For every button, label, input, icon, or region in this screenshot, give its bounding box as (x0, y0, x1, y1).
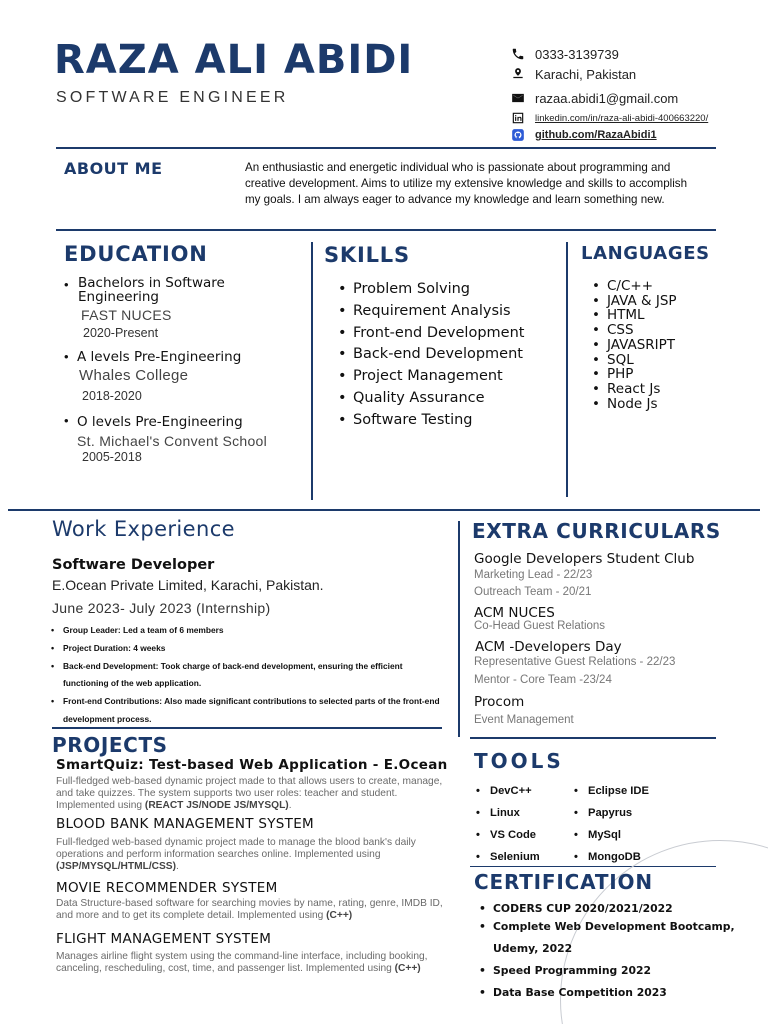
list-item: • Speed Programming 2022 (477, 960, 747, 982)
location-pin-icon (510, 66, 526, 82)
list-item: • Back-end Development (336, 344, 524, 366)
work-heading: Work Experience (52, 517, 235, 541)
project-description (56, 837, 456, 872)
list-item: • Quality Assurance (336, 388, 524, 410)
extra-title: Google Developers Student Club (474, 551, 695, 567)
project-desc-end: . (176, 860, 179, 872)
bullet: • (64, 277, 69, 292)
tool-item (574, 785, 649, 797)
project-desc-text: Manages airline flight system using the command-line interface, including booking, canceling, rescheduling, cost, time, and passenger list. Implemented using (56, 951, 428, 974)
extra-line: Marketing Lead - 22/23 (474, 569, 593, 581)
list-item: • CODERS CUP 2020/2021/2022 (477, 901, 747, 917)
linkedin-icon (510, 110, 526, 126)
project-tech: (C++) (394, 962, 421, 974)
divider (56, 229, 716, 231)
list-item: • Project Duration: 4 weeks (50, 640, 440, 658)
job-company: E.Ocean Private Limited, Karachi, Pakistan. (52, 577, 324, 593)
project-description (56, 898, 456, 922)
divider (52, 727, 442, 729)
linkedin-link[interactable]: linkedin.com/in/raza-ali-abidi-400663220/ (535, 112, 709, 124)
extra-title: Procom (474, 694, 525, 710)
extra-line: Co-Head Guest Relations (474, 620, 606, 632)
list-item: • React Js (590, 382, 677, 397)
tool-item (476, 807, 520, 819)
list-item: • SQL (590, 353, 677, 368)
education-institution: FAST NUCES (81, 307, 172, 323)
bullet: • (574, 785, 578, 797)
column-divider (458, 521, 460, 737)
extra-line: Mentor - Core Team -23/24 (474, 674, 612, 686)
extra-line: Outreach Team - 20/21 (474, 586, 592, 598)
tool-label: DevC++ (490, 785, 532, 797)
bullet: • (476, 851, 480, 863)
tool-label: Linux (490, 807, 520, 819)
list-item: • Project Management (336, 366, 524, 388)
education-title: O levels Pre-Engineering (77, 414, 243, 430)
certification-heading: CERTIFICATION (474, 870, 653, 894)
extra-title: ACM NUCES (474, 605, 555, 621)
phone-text: 0333-3139739 (535, 46, 619, 62)
certification-list (477, 901, 747, 1004)
list-item: • Problem Solving (336, 279, 524, 301)
project-description (56, 776, 456, 811)
list-item: • JAVASRIPT (590, 338, 677, 353)
email-icon (510, 90, 526, 106)
tool-item (476, 829, 536, 841)
tool-label: VS Code (490, 829, 537, 841)
github-icon (510, 127, 526, 143)
tool-item (574, 851, 641, 863)
project-desc-text: Data Structure-based software for searching movies by name, rating, genre, IMDB ID, and more and to get its complete detail. Implemented using (56, 898, 443, 921)
tool-item (476, 851, 540, 863)
bullet: • (476, 829, 480, 841)
contact-location (510, 66, 636, 82)
languages-list (590, 279, 677, 411)
contact-linkedin[interactable] (510, 110, 708, 126)
extra-heading: EXTRA CURRICULARS (472, 519, 721, 543)
bullet: • (64, 413, 69, 428)
project-desc-end: . (288, 799, 292, 811)
project-description (56, 951, 456, 975)
languages-heading: LANGUAGES (581, 243, 710, 264)
list-item: • PHP (590, 367, 677, 382)
project-tech: (JSP/MYSQL/HTML/CSS) (56, 860, 176, 872)
job-dates: June 2023- July 2023 (Internship) (52, 600, 271, 616)
contact-email[interactable] (510, 90, 678, 106)
about-heading: ABOUT ME (64, 159, 163, 178)
list-item: • Front-end Development (336, 323, 524, 345)
list-item: • C/C++ (590, 279, 677, 294)
extra-title: ACM -Developers Day (475, 639, 622, 655)
list-item: • Group Leader: Led a team of 6 members (50, 622, 440, 640)
divider (470, 737, 716, 739)
list-item: • Data Base Competition 2023 (477, 982, 747, 1004)
education-title: A levels Pre-Engineering (77, 349, 242, 365)
bullet: • (476, 785, 480, 797)
bullet: • (574, 829, 578, 841)
education-institution: Whales College (79, 367, 189, 384)
education-item (64, 276, 294, 340)
contact-phone (510, 46, 619, 62)
phone-icon (510, 46, 526, 62)
list-item: • CSS (590, 323, 677, 338)
project-desc-text: Full-fledged web-based dynamic project made to that allows users to create, manage, and take quizzes. The system supports two user roles: teacher and student. Implemented using (56, 776, 443, 811)
project-title: FLIGHT MANAGEMENT SYSTEM (56, 931, 272, 947)
list-item: • Front-end Contributions: Also made significant contributions to selected parts of the front-end development process. (50, 693, 440, 729)
list-item: • Complete Web Development Bootcamp, Udemy, 2022 (477, 916, 747, 960)
list-item: • Back-end Development: Took charge of back-end development, ensuring the efficient functioning of the web application. (50, 658, 440, 694)
about-text: An enthusiastic and energetic individual who is passionate about programming and creative development. Aims to utilize my extensive knowledge and skills to accomplish my goals. I am always eager to advance my knowledge and learn something new. (245, 161, 688, 207)
education-item (64, 414, 267, 464)
bullet: • (574, 807, 578, 819)
list-item: • HTML (590, 308, 677, 323)
project-title: MOVIE RECOMMENDER SYSTEM (56, 880, 278, 896)
divider (56, 147, 716, 149)
column-divider (311, 242, 313, 500)
education-date: 2018-2020 (82, 389, 142, 403)
tool-item (574, 807, 632, 819)
skills-heading: SKILLS (324, 243, 410, 267)
extra-line: Event Management (474, 714, 574, 726)
bullet: • (64, 349, 69, 364)
list-item: • JAVA & JSP (590, 294, 677, 309)
tool-label: Selenium (490, 851, 540, 863)
tool-label: MongoDB (588, 851, 641, 863)
project-tech: (REACT JS/NODE JS/MYSQL) (144, 799, 289, 811)
education-item (64, 349, 241, 403)
email-text: razaa.abidi1@gmail.com (535, 90, 679, 106)
github-link[interactable]: github.com/RazaAbidi1 (535, 129, 657, 141)
contact-github[interactable] (510, 127, 657, 143)
location-text: Karachi, Pakistan (535, 66, 637, 82)
divider (8, 509, 760, 511)
education-title: Bachelors in Software Engineering (78, 275, 225, 305)
candidate-name: RAZA ALI ABIDI (54, 37, 414, 83)
education-date: 2020-Present (83, 326, 159, 340)
bullet: • (574, 851, 578, 863)
project-tech: (C++) (326, 909, 353, 921)
tool-item (574, 829, 621, 841)
education-date: 2005-2018 (82, 450, 142, 464)
responsibilities-list (50, 622, 440, 729)
job-title: Software Developer (52, 557, 215, 573)
project-title: BLOOD BANK MANAGEMENT SYSTEM (56, 816, 314, 832)
tool-label: Eclipse IDE (588, 785, 649, 797)
education-heading: EDUCATION (64, 242, 208, 266)
tool-item (476, 785, 532, 797)
education-institution: St. Michael's Convent School (77, 433, 268, 449)
list-item: • Node Js (590, 397, 677, 412)
list-item: • Software Testing (336, 410, 524, 432)
list-item: • Requirement Analysis (336, 301, 524, 323)
tool-label: Papyrus (588, 807, 633, 819)
projects-heading: PROJECTS (52, 733, 168, 757)
candidate-role: SOFTWARE ENGINEER (56, 89, 289, 106)
column-divider (566, 242, 568, 497)
bullet: • (476, 807, 480, 819)
project-desc-text: Full-fledged web-based dynamic project made to manage the blood bank's daily operations and perform information searches online. Implemented using (56, 837, 416, 860)
tool-label: MySql (588, 829, 621, 841)
extra-line: Representative Guest Relations - 22/23 (474, 656, 676, 668)
tools-heading: TOOLS (474, 749, 564, 773)
project-title: SmartQuiz: Test-based Web Application - E.Ocean (56, 757, 448, 773)
skills-list (336, 279, 524, 432)
